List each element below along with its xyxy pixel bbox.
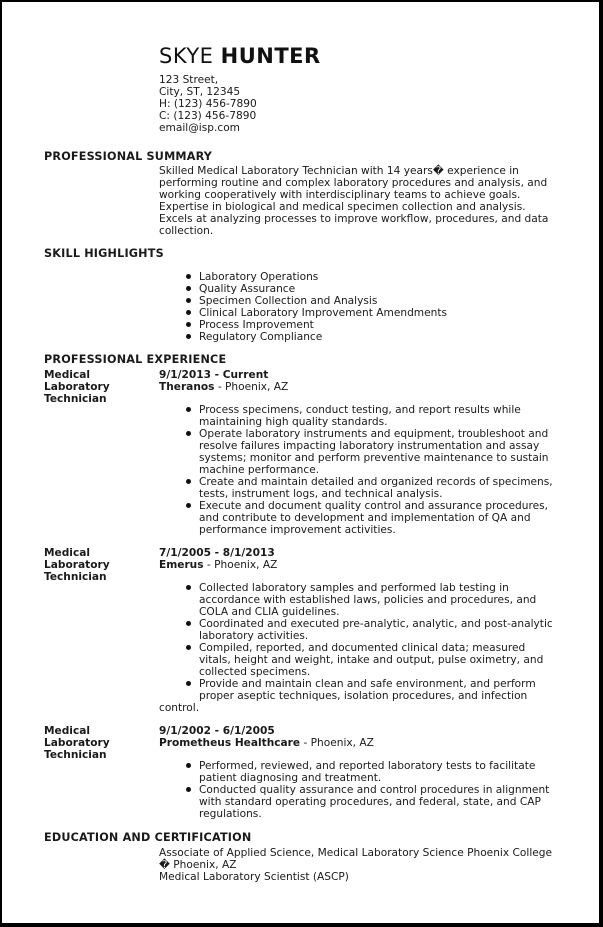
job-meta <box>159 369 288 393</box>
job-bullet: Provide and maintain clean and safe environment, and perform proper aseptic techniques, isolation procedures, and infection <box>185 678 560 702</box>
job-bullet: Conducted quality assurance and control procedures in alignment with standard operating procedures, and federal, state, and CAP regulations. <box>185 784 560 820</box>
skill-item: Regulatory Compliance <box>185 331 565 343</box>
job-title: Medical Laboratory Technician <box>44 369 110 405</box>
employer: Prometheus Healthcare <box>159 737 301 749</box>
job-bullet: Collected laboratory samples and performed lab testing in accordance with established laws, policies and procedures, and COLA and CLIA guidelines. <box>185 582 560 618</box>
job-location: - Phoenix, AZ <box>203 559 278 571</box>
job-bullet: Process specimens, conduct testing, and report results while maintaining high quality standards. <box>185 404 560 428</box>
job-title: Medical Laboratory Technician <box>44 547 110 583</box>
education-block <box>159 847 559 883</box>
summary-heading: PROFESSIONAL SUMMARY <box>44 150 213 163</box>
job-bullet: Coordinated and executed pre-analytic, analytic, and post-analytic laboratory activities. <box>185 618 560 642</box>
job-bullets <box>185 760 560 820</box>
job-meta <box>159 725 374 749</box>
employer: Emerus <box>159 559 204 571</box>
job-bullet: Compiled, reported, and documented clinical data; measured vitals, height and weight, intake and output, pulse oximetry, and collected specimens. <box>185 642 560 678</box>
job-bullet: Operate laboratory instruments and equipment, troubleshoot and resolve failures impacting laboratory instrumentation and assay systems; monitor and perform preventive maintenance to sustain machine performance. <box>185 428 560 476</box>
skill-item: Quality Assurance <box>185 283 565 295</box>
address-street: 123 Street, <box>159 74 219 86</box>
first-name: SKYE <box>159 44 214 68</box>
job-dates: 9/1/2013 - Current <box>159 369 269 381</box>
job-bullet: Execute and document quality control and assurance procedures, and contribute to development and implementation of QA and performance improvement activities. <box>185 500 560 536</box>
job-bullet: Performed, reviewed, and reported laboratory tests to facilitate patient diagnosing and treatment. <box>185 760 560 784</box>
skills-heading: SKILL HIGHLIGHTS <box>44 247 164 260</box>
skill-item: Specimen Collection and Analysis <box>185 295 565 307</box>
skills-list <box>185 271 565 343</box>
degree: Associate of Applied Science, Medical Laboratory Science Phoenix College � Phoenix, AZ <box>159 847 553 871</box>
job-meta <box>159 547 277 571</box>
experience-heading: PROFESSIONAL EXPERIENCE <box>44 353 227 366</box>
home-phone: H: (123) 456-7890 <box>159 98 257 110</box>
job-bullet: Create and maintain detailed and organized records of specimens, tests, instrument logs, and technical analysis. <box>185 476 560 500</box>
skill-item: Process Improvement <box>185 319 565 331</box>
job-bullets <box>185 582 560 702</box>
candidate-name <box>159 44 321 68</box>
certification: Medical Laboratory Scientist (ASCP) <box>159 871 349 883</box>
summary-text: Skilled Medical Laboratory Technician with 14 years� experience in performing routine and complex laboratory procedures and analysis, and working cooperatively with interdisciplinary teams to achieve goals. Expertise in biological and medical specimen collection and analysis. Excels at analyzing processes to improve workflow, procedures, and data collection. <box>159 165 549 237</box>
education-heading: EDUCATION AND CERTIFICATION <box>44 831 252 844</box>
last-name: HUNTER <box>220 44 321 68</box>
job-location: - Phoenix, AZ <box>214 381 289 393</box>
skill-item: Laboratory Operations <box>185 271 565 283</box>
job-bullets <box>185 404 560 536</box>
contact-block <box>159 74 257 134</box>
bullet-continuation: control. <box>159 702 200 714</box>
cell-phone: C: (123) 456-7890 <box>159 110 257 122</box>
job-dates: 9/1/2002 - 6/1/2005 <box>159 725 275 737</box>
skill-item: Clinical Laboratory Improvement Amendments <box>185 307 565 319</box>
job-location: - Phoenix, AZ <box>300 737 374 749</box>
email: email@isp.com <box>159 122 240 134</box>
job-title: Medical Laboratory Technician <box>44 725 110 761</box>
address-city: City, ST, 12345 <box>159 86 241 98</box>
job-dates: 7/1/2005 - 8/1/2013 <box>159 547 275 559</box>
employer: Theranos <box>159 381 215 393</box>
